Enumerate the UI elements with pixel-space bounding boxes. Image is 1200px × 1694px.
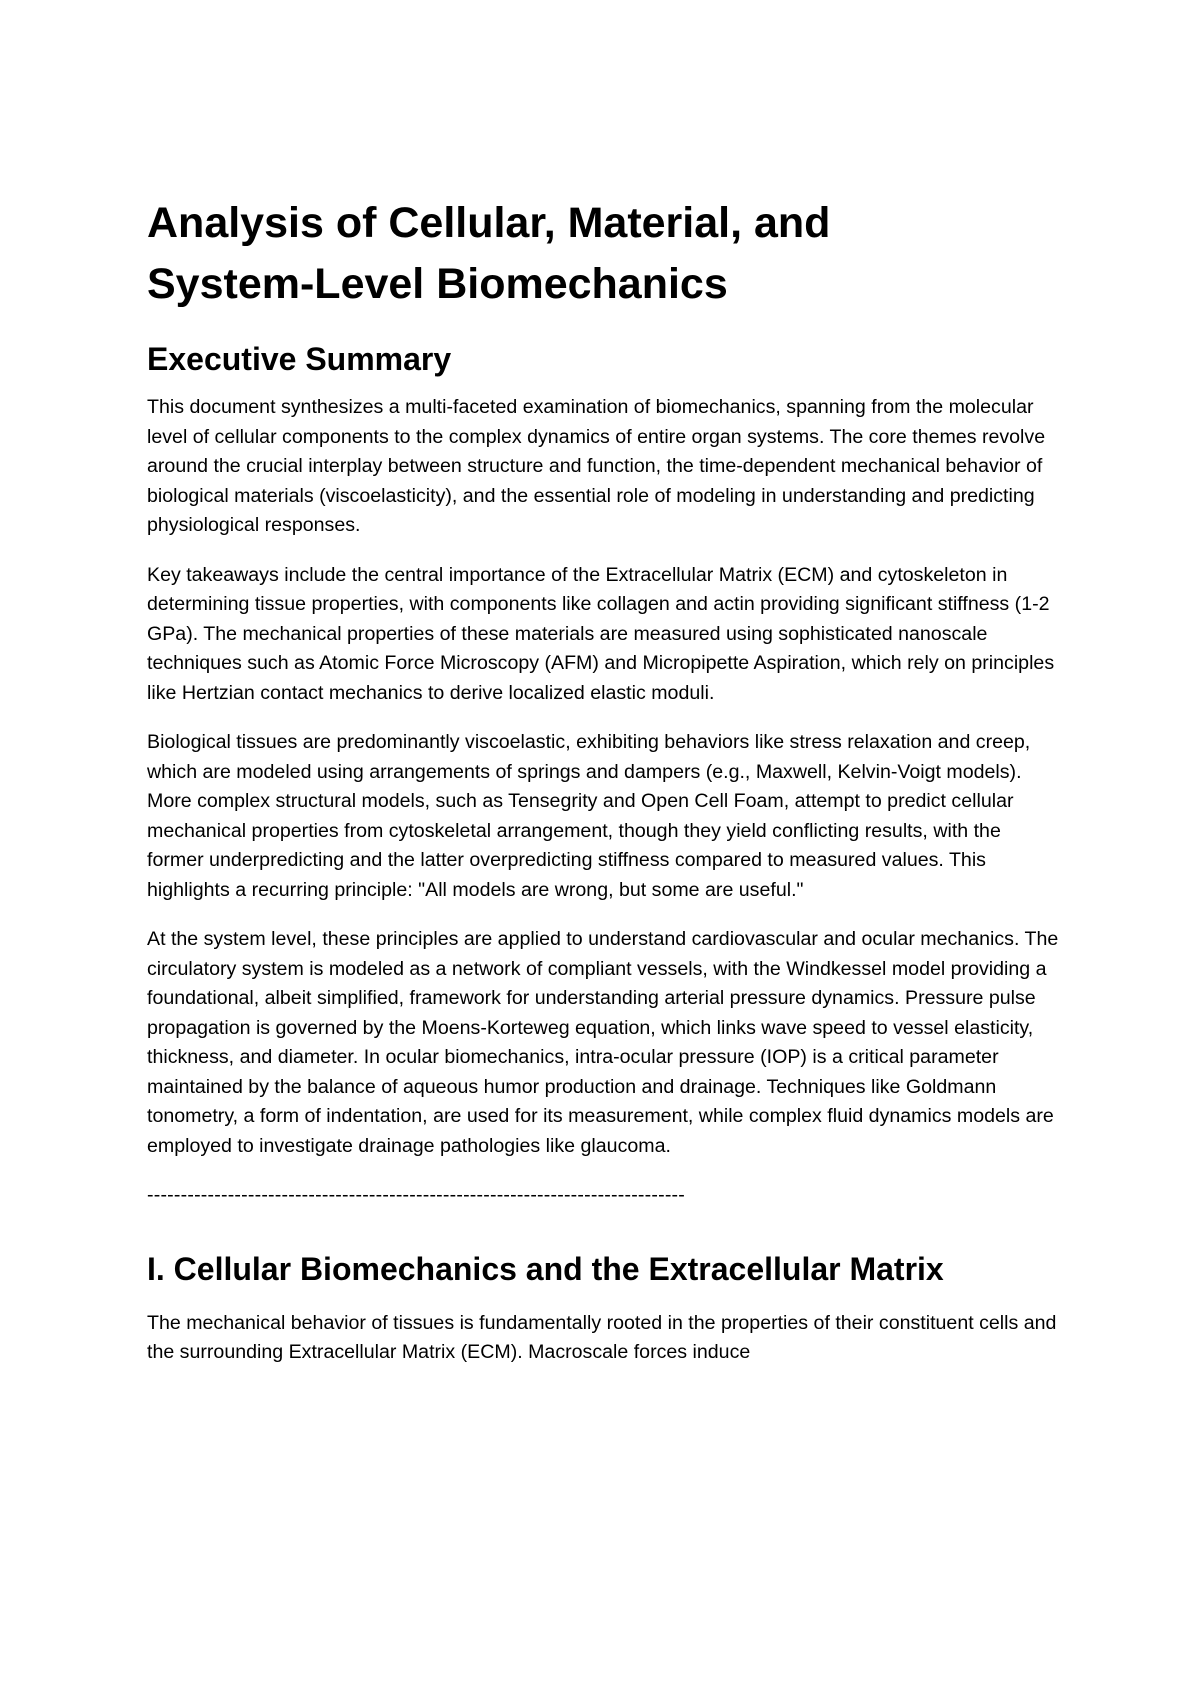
document-title: Analysis of Cellular, Material, and System-Level Biomechanics: [147, 199, 831, 308]
section-1-heading: I. Cellular Biomechanics and the Extracellular Matrix: [147, 1250, 944, 1287]
document-page: [147, 193, 1067, 1388]
executive-summary-paragraph-2: Key takeaways include the central importance of the Extracellular Matrix (ECM) and cytoskeleton in determining tissue properties, with components like collagen and actin providing significant stiffness (1-2 GPa). The mechanical properties of these materials are measured using sophisticated nanoscale techniques such as Atomic Force Microscopy (AFM) and Micropipette Aspiration, which rely on principles like Hertzian contact mechanics to derive localized elastic moduli.: [147, 563, 1055, 704]
executive-summary-paragraph-3: Biological tissues are predominantly viscoelastic, exhibiting behaviors like stress relaxation and creep, which are modeled using arrangements of springs and dampers (e.g., Maxwell, Kelvin-Voigt models). More complex structural models, such as Tensegrity and Open Cell Foam, attempt to predict cellular mechanical properties from cytoskeletal arrangement, though they yield conflicting results, with the former underpredicting and the latter overpredicting stiffness compared to measured values. This highlights a recurring principle: "All models are wrong, but some are useful.": [147, 731, 1031, 901]
executive-summary-heading: Executive Summary: [147, 341, 452, 377]
section-1-paragraph-1: The mechanical behavior of tissues is fundamentally rooted in the properties of their constituent cells and the surrounding Extracellular Matrix (ECM). Macroscale forces induce: [147, 1311, 1057, 1363]
section-divider: --------------------------------------------------------------------------------: [147, 1184, 685, 1206]
executive-summary-paragraph-4: At the system level, these principles are applied to understand cardiovascular and ocular mechanics. The circulatory system is modeled as a network of compliant vessels, with the Windkessel model providing a foundational, albeit simplified, framework for understanding arterial pressure dynamics. Pressure pulse propagation is governed by the Moens-Korteweg equation, which links wave speed to vessel elasticity, thickness, and diameter. In ocular biomechanics, intra-ocular pressure (IOP) is a critical parameter maintained by the balance of aqueous humor production and drainage. Techniques like Goldmann tonometry, a form of indentation, are used for its measurement, while complex fluid dynamics models are employed to investigate drainage pathologies like glaucoma.: [147, 928, 1059, 1157]
executive-summary-paragraph-1: This document synthesizes a multi-faceted examination of biomechanics, spanning from the molecular level of cellular components to the complex dynamics of entire organ systems. The core themes revolve around the crucial interplay between structure and function, the time-dependent mechanical behavior of biological materials (viscoelasticity), and the essential role of modeling in understanding and predicting physiological responses.: [147, 396, 1046, 536]
